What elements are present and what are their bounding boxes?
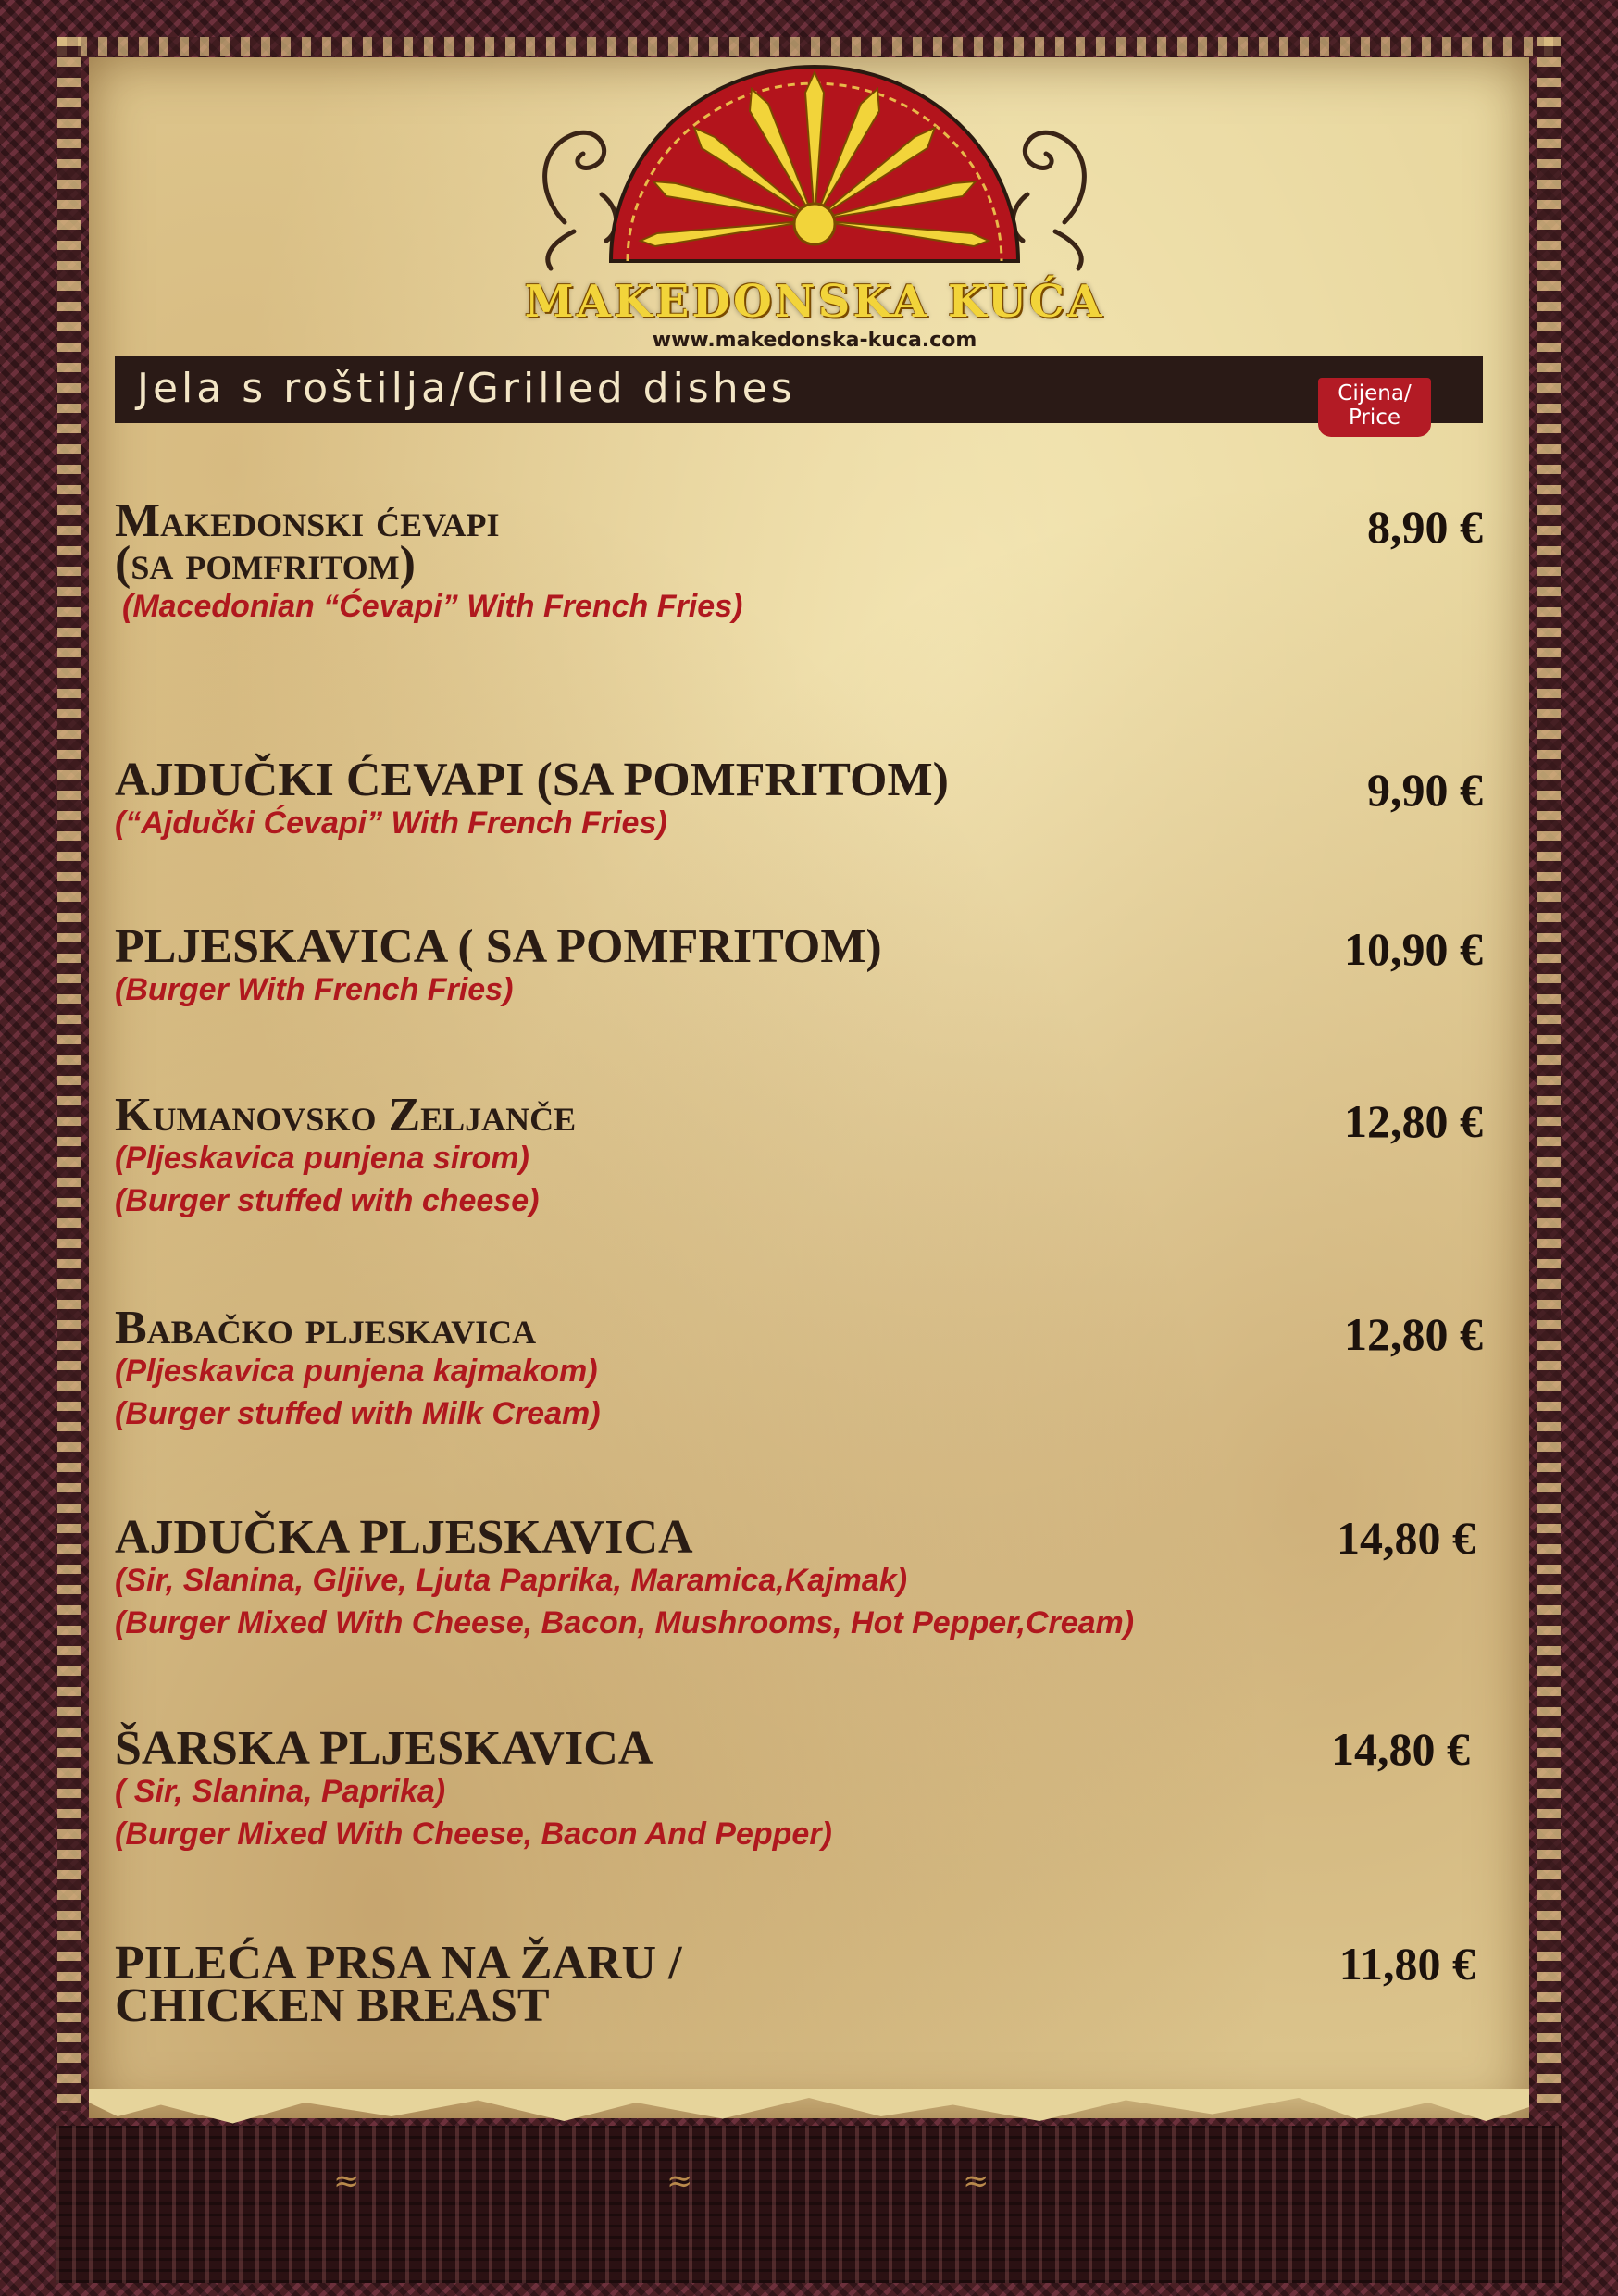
- menu-item: [115, 1089, 1483, 1222]
- item-description: (Burger stuffed with cheese): [115, 1183, 540, 1218]
- menu-item: [115, 494, 1483, 628]
- item-price: 12,80 €: [1344, 1308, 1483, 1360]
- price-label-line1: Cijena/: [1338, 381, 1412, 406]
- item-price: 14,80 €: [1337, 1512, 1475, 1564]
- item-description: (Macedonian “Ćevapi” With French Fries): [122, 589, 743, 624]
- ornament-border-left: [57, 37, 81, 2111]
- item-name: Babačko pljeskavica: [115, 1302, 537, 1354]
- menu-item: [115, 754, 1483, 844]
- menu-item: [115, 1302, 1483, 1435]
- brand-logo: [500, 56, 1129, 361]
- item-name: Makedonski ćevapi (sa pomfritom): [115, 494, 500, 590]
- brand-name: MAKEDONSKA KUĆA: [524, 276, 1105, 328]
- ornament-swirl-icon: ≈: [666, 2163, 693, 2200]
- item-description: (Pljeskavica punjena sirom): [115, 1141, 529, 1176]
- menu-item: [115, 1511, 1483, 1644]
- item-description: (Pljeskavica punjena kajmakom): [115, 1354, 598, 1389]
- item-description: (Sir, Slanina, Gljive, Ljuta Paprika, Maramica,Kajmak): [115, 1563, 908, 1598]
- item-price: 12,80 €: [1344, 1095, 1483, 1147]
- item-price: 10,90 €: [1344, 923, 1483, 975]
- ornament-swirl-icon: ≈: [333, 2163, 360, 2200]
- item-name: PLJESKAVICA ( SA POMFRITOM): [115, 920, 882, 973]
- ornament-swirl-icon: ≈: [963, 2163, 989, 2200]
- item-price: 8,90 €: [1367, 501, 1483, 553]
- price-label-line2: Price: [1348, 406, 1401, 430]
- menu-item: [115, 920, 1483, 1011]
- item-name: ŠARSKA PLJESKAVICA: [115, 1722, 653, 1775]
- item-description: (Burger Mixed With Cheese, Bacon And Pepper): [115, 1816, 832, 1852]
- item-name: Kumanovsko Zeljanče: [115, 1089, 577, 1142]
- item-description: (Burger With French Fries): [115, 972, 514, 1007]
- item-price: 9,90 €: [1367, 764, 1483, 816]
- ornament-band-bottom: [56, 2126, 1562, 2283]
- item-description: (“Ajdučki Ćevapi” With French Fries): [115, 805, 667, 841]
- item-description: (Burger Mixed With Cheese, Bacon, Mushrooms, Hot Pepper,Cream): [115, 1605, 1135, 1641]
- ornament-border-top: [57, 37, 1561, 56]
- vergina-sun-icon: [500, 56, 1129, 278]
- item-name: AJDUČKA PLJESKAVICA: [115, 1511, 693, 1564]
- menu-item: [115, 1722, 1483, 1855]
- price-column-badge: [1318, 378, 1431, 437]
- menu-item: [115, 1937, 1483, 2032]
- item-price: 11,80 €: [1338, 1938, 1475, 1990]
- ornament-border-right: [1537, 37, 1561, 2111]
- item-price: 14,80 €: [1331, 1723, 1470, 1775]
- item-name: AJDUČKI ĆEVAPI (SA POMFRITOM): [115, 754, 949, 806]
- brand-url: www.makedonska-kuca.com: [652, 329, 977, 352]
- item-name: PILEĆA PRSA NA ŽARU / CHICKEN BREAST: [115, 1937, 682, 2032]
- item-description: (Burger stuffed with Milk Cream): [115, 1396, 601, 1431]
- section-title: Jela s roštilja/Grilled dishes: [137, 365, 796, 412]
- item-description: ( Sir, Slanina, Paprika): [115, 1774, 446, 1809]
